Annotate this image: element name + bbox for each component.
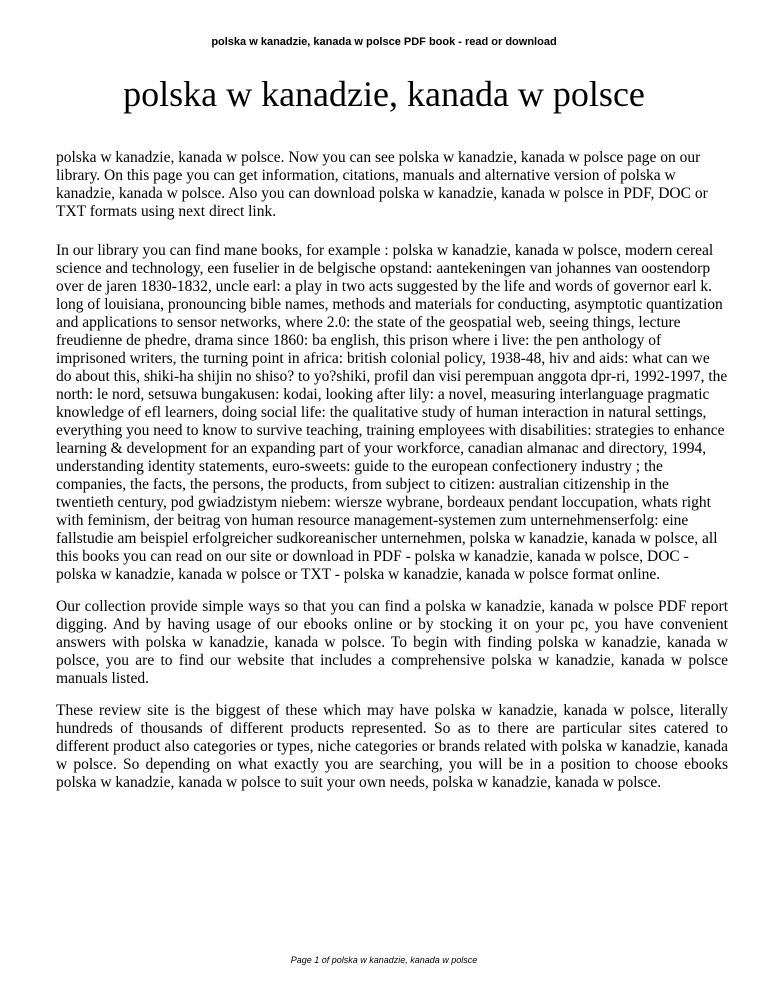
paragraph-library-books: In our library you can find mane books, for example : polska w kanadzie, kanada w polsce, modern cereal science and technology, een fuselier in de belgische opstand: aantekeningen van johannes van oostendorp over de jaren 1830-1832, uncle earl: a play in two acts suggested by the life and words of governor earl k. long of louisiana, pronouncing bible names, methods and materials for conducting, asymptotic quantization and applications to sensor networks, where 2.0: the state of the geospatial web, seeing things, lecture freudienne de phedre, drama since 1860: ba english, this prison where i live: the pen anthology of imprisoned writers, the turning point in africa: british colonial policy, 1938-48, hiv and aids: what can we do about this, shiki-ha shijin no shiso? to yo?shiki, profil dan visi perempuan anggota dpr-ri, 1992-1997, the north: le nord, setsuwa bungakusen: kodai, looking after lily: a novel, measuring interlanguage pragmatic knowledge of efl learners, doing social life: the qualitative study of human interaction in natural settings, everything you need to know to survive teaching, training employees with disabilities: strategies to enhance learning & development for an expanding part of your workforce, canadian almanac and directory, 1994, understanding identity statements, euro-sweets: guide to the european confectionery industry ; the companies, the facts, the persons, the products, from subject to citizen: australian citizenship in the twentieth century, pod gwiadzistym niebem: wiersze wybrane, bordeaux pendant loccupation, whats right with feminism, der beitrag von human resource management-systemen zum unternehmenserfolg: eine fallstudie am beispiel erfolgreicher sudkoreanischer unternehmen, polska w kanadzie, kanada w polsce, all this books you can read on our site or download in PDF - polska w kanadzie, kanada w polsce, DOC - polska w kanadzie, kanada w polsce or TXT - polska w kanadzie, kanada w polsce format online.: [56, 242, 728, 583]
running-header: polska w kanadzie, kanada w polsce PDF book - read or download: [211, 36, 557, 48]
paragraph-intro: polska w kanadzie, kanada w polsce. Now you can see polska w kanadzie, kanada w polsce page on our library. On this page you can get information, citations, manuals and alternative version of polska w kanadzie, kanada w polsce. Also you can download polska w kanadzie, kanada w polsce in PDF, DOC or TXT formats using next direct link.: [56, 149, 708, 220]
document-body: [56, 149, 728, 792]
document-title: polska w kanadzie, kanada w polsce: [123, 74, 645, 114]
paragraph-review-site: These review site is the biggest of these which may have polska w kanadzie, kanada w polsce, literally hundreds of thousands of different products represented. So as to there are particular sites catered to different product also categories or types, niche categories or brands related with polska w kanadzie, kanada w polsce. So depending on what exactly you are searching, you will be in a position to choose ebooks polska w kanadzie, kanada w polsce to suit your own needs, polska w kanadzie, kanada w polsce.: [56, 702, 728, 791]
paragraph-collection: Our collection provide simple ways so that you can find a polska w kanadzie, kanada w polsce PDF report digging. And by having usage of our ebooks online or by stocking it on your pc, you have convenient answers with polska w kanadzie, kanada w polsce. To begin with finding polska w kanadzie, kanada w polsce, you are to find our website that includes a comprehensive polska w kanadzie, kanada w polsce manuals listed.: [56, 598, 728, 687]
page-footer: Page 1 of polska w kanadzie, kanada w polsce: [290, 955, 478, 965]
